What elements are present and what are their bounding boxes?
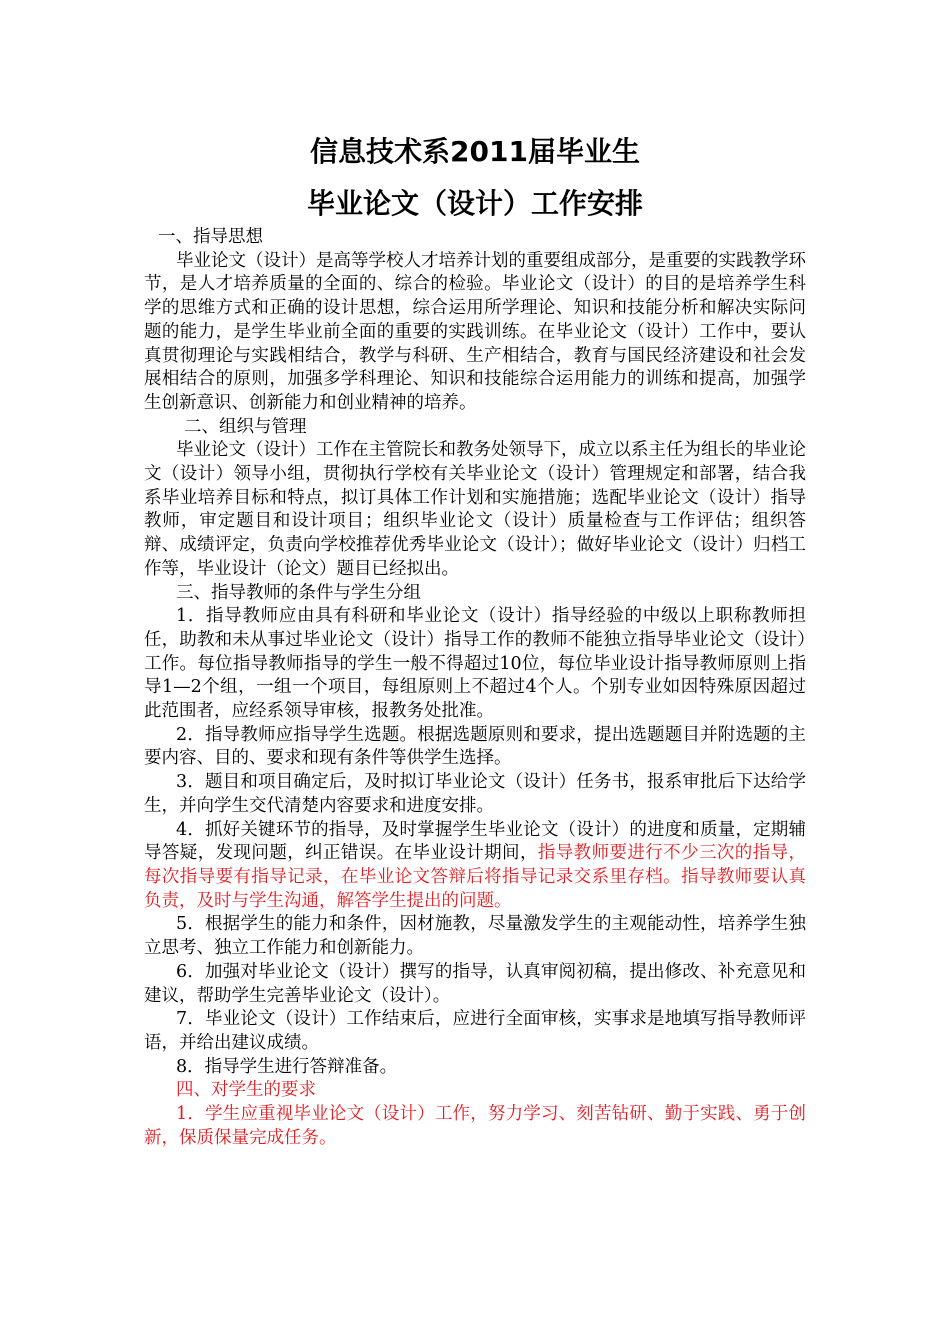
document-title-line1: 信息技术系2011届毕业生 bbox=[310, 135, 640, 168]
document-body bbox=[144, 226, 806, 1150]
list-item-advisor-4-highlight: 指导教师要进行不少三次的指导，每次指导要有指导记录，在毕业论文答辩后将指导记录交系里存档。指导教师要认真负责，及时与学生沟通，解答学生提出的问题。 bbox=[144, 843, 806, 911]
list-item-advisor-2: 2．指导教师应指导学生选题。根据选题原则和要求，提出选题题目并附选题的主要内容、目的、要求和现有条件等供学生选择。 bbox=[144, 724, 806, 769]
paragraph-guiding-thought: 毕业论文（设计）是高等学校人才培养计划的重要组成部分，是重要的实践教学环节，是人才培养质量的全面的、综合的检验。毕业论文（设计）的目的是培养学生科学的思维方式和正确的设计思想，综合运用所学理论、知识和技能分析和解决实际问题的能力，是学生毕业前全面的重要的实践训练。在毕业论文（设计）工作中，要认真贯彻理论与实践相结合，教学与科研、生产相结合，教育与国民经济建设和社会发展相结合的原则，加强多学科理论、知识和技能综合运用能力的训练和提高，加强学生创新意识、创新能力和创业精神的培养。 bbox=[144, 250, 806, 413]
list-item-advisor-1: 1．指导教师应由具有科研和毕业论文（设计）指导经验的中级以上职称教师担任，助教和未从事过毕业论文（设计）指导工作的教师不能独立指导毕业论文（设计）工作。每位指导教师指导的学生一般不得超过10位，每位毕业设计指导教师原则上指导1—2个组，一组一个项目，每组原则上不超过4个人。个别专业如因特殊原因超过此范围者，应经系领导审核，报教务处批准。 bbox=[144, 606, 806, 722]
document-title-line2: 毕业论文（设计）工作安排 bbox=[306, 187, 643, 220]
list-item-advisor-6: 6．加强对毕业论文（设计）撰写的指导，认真审阅初稿，提出修改、补充意见和建议，帮助学生完善毕业论文（设计）。 bbox=[144, 961, 806, 1006]
section-heading-advisor-conditions: 三、指导教师的条件与学生分组 bbox=[176, 582, 421, 603]
list-item-advisor-4 bbox=[144, 819, 806, 914]
list-item-advisor-5: 5．根据学生的能力和条件，因材施教，尽量激发学生的主观能动性，培养学生独立思考、独立工作能力和创新能力。 bbox=[144, 914, 806, 959]
list-item-advisor-4-text: 4．抓好关键环节的指导，及时掌握学生毕业论文（设计）的进度和质量，定期辅导答疑，发现问题，纠正错误。在毕业设计期间， bbox=[144, 819, 806, 864]
list-item-advisor-8: 8．指导学生进行答辩准备。 bbox=[176, 1056, 398, 1077]
section-heading-organization: 二、组织与管理 bbox=[184, 416, 307, 437]
paragraph-organization: 毕业论文（设计）工作在主管院长和教务处领导下，成立以系主任为组长的毕业论文（设计）领导小组，贯彻执行学校有关毕业论文（设计）管理规定和部署，结合我系毕业培养目标和特点，拟订具体工作计划和实施措施；选配毕业论文（设计）指导教师，审定题目和设计项目；组织毕业论文（设计）质量检查与工作评估；组织答辩、成绩评定，负责向学校推荐优秀毕业论文（设计）；做好毕业论文（设计）归档工作等，毕业设计（论文）题目已经拟出。 bbox=[144, 440, 806, 579]
section-heading-student-requirements: 四、对学生的要求 bbox=[176, 1080, 316, 1101]
list-item-advisor-3: 3．题目和项目确定后，及时拟订毕业论文（设计）任务书，报系审批后下达给学生，并向学生交代清楚内容要求和进度安排。 bbox=[144, 772, 806, 816]
section-heading-guiding-thought: 一、指导思想 bbox=[158, 227, 263, 247]
list-item-student-1: 1．学生应重视毕业论文（设计）工作，努力学习、刻苦钻研、勤于实践、勇于创新，保质保量完成任务。 bbox=[144, 1104, 806, 1148]
list-item-advisor-7: 7．毕业论文（设计）工作结束后，应进行全面审核，实事求是地填写指导教师评语，并给出建议成绩。 bbox=[144, 1009, 806, 1053]
